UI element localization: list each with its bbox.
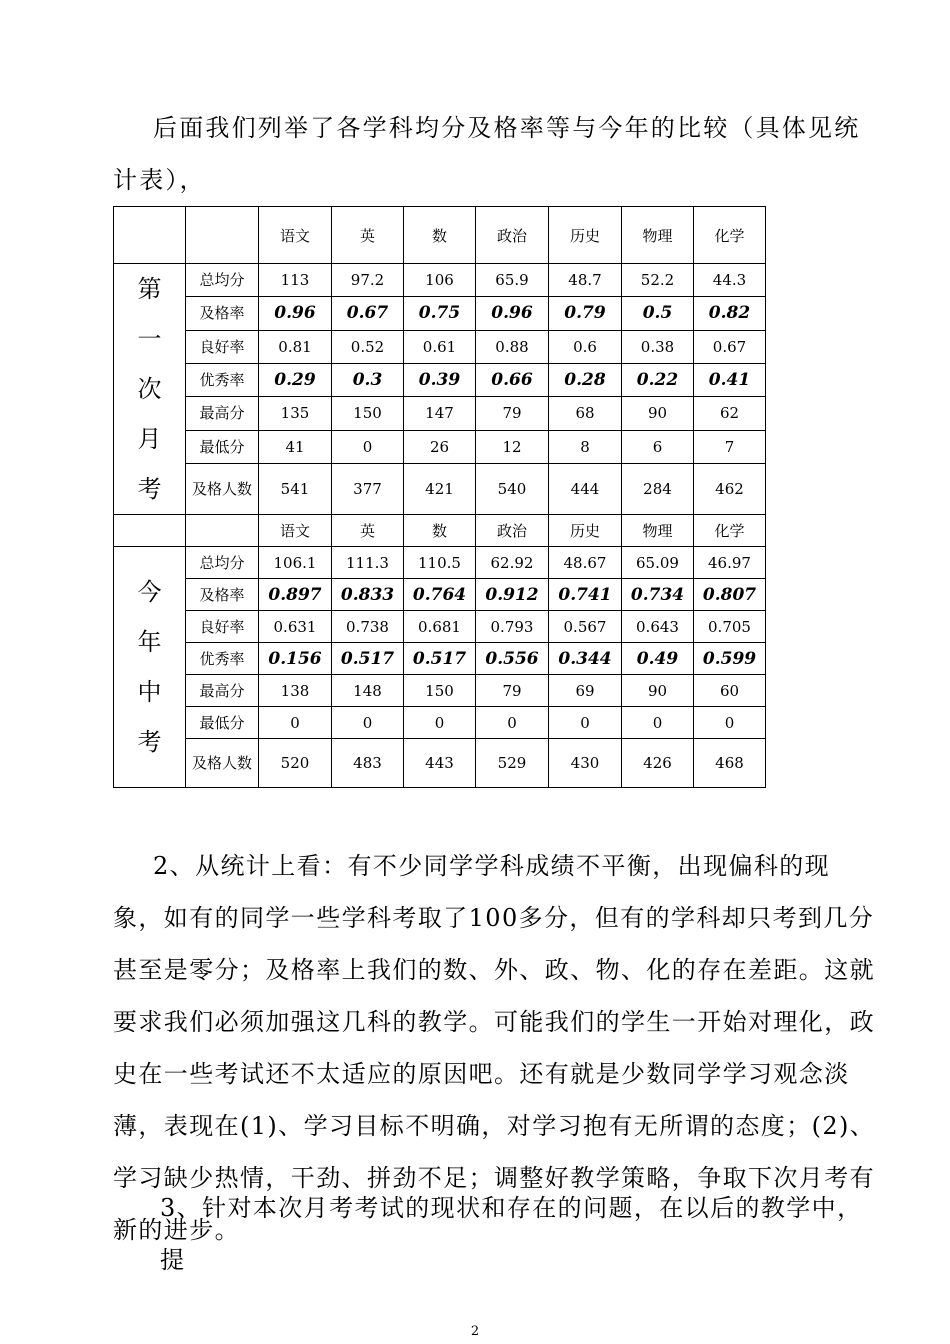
table-cell: 0.156 — [259, 643, 332, 675]
table-row — [114, 363, 766, 396]
table-cell: 468 — [694, 739, 766, 788]
row-label: 及格率 — [186, 297, 259, 330]
table-cell: 147 — [404, 397, 476, 430]
table-cell: 0 — [476, 707, 549, 739]
table-cell: 421 — [404, 463, 476, 514]
table-row — [114, 463, 766, 514]
empty-cell — [114, 207, 186, 264]
subject-header: 历史 — [549, 515, 622, 547]
table-cell: 41 — [259, 430, 332, 463]
subject-header: 语文 — [259, 207, 332, 264]
table-cell: 0.599 — [694, 643, 766, 675]
table-cell: 135 — [259, 397, 332, 430]
table-cell: 0.75 — [404, 297, 476, 330]
table-row — [114, 739, 766, 788]
table-cell: 520 — [259, 739, 332, 788]
table-cell: 430 — [549, 739, 622, 788]
section-label-char: 中 — [137, 678, 162, 706]
section-label-char: 今 — [137, 578, 162, 606]
empty-cell — [186, 207, 259, 264]
subject-header: 政治 — [476, 515, 549, 547]
row-label: 最低分 — [186, 430, 259, 463]
subject-header: 语文 — [259, 515, 332, 547]
table-row — [114, 330, 766, 363]
table-cell: 0.738 — [332, 611, 404, 643]
table-cell: 0.6 — [549, 330, 622, 363]
table-cell: 0.897 — [259, 579, 332, 611]
table-cell: 284 — [622, 463, 694, 514]
table-header-row — [114, 207, 766, 264]
table-cell: 0 — [622, 707, 694, 739]
table-cell: 0.29 — [259, 363, 332, 396]
table-row — [114, 397, 766, 430]
table-cell: 150 — [404, 675, 476, 707]
table-cell: 68 — [549, 397, 622, 430]
table-cell: 148 — [332, 675, 404, 707]
table-cell: 0.741 — [549, 579, 622, 611]
table-cell: 60 — [694, 675, 766, 707]
section-label — [114, 264, 186, 515]
table-cell: 0.39 — [404, 363, 476, 396]
table-cell: 0.517 — [404, 643, 476, 675]
table-cell: 0.567 — [549, 611, 622, 643]
empty-cell — [186, 515, 259, 547]
section-label-char: 次 — [137, 375, 162, 403]
table-cell: 426 — [622, 739, 694, 788]
table-cell: 0.67 — [332, 297, 404, 330]
row-label: 及格人数 — [186, 463, 259, 514]
subject-header: 数 — [404, 515, 476, 547]
subject-header: 历史 — [549, 207, 622, 264]
table-cell: 443 — [404, 739, 476, 788]
row-label: 良好率 — [186, 611, 259, 643]
subject-header: 物理 — [622, 207, 694, 264]
table-row — [114, 675, 766, 707]
table-cell: 529 — [476, 739, 549, 788]
table-cell: 0.705 — [694, 611, 766, 643]
section-label-char: 第 — [137, 275, 162, 303]
table-cell: 0.833 — [332, 579, 404, 611]
table-cell: 110.5 — [404, 547, 476, 579]
section-label-char: 考 — [137, 475, 162, 503]
section-label-char: 年 — [137, 628, 162, 656]
table-cell: 0.643 — [622, 611, 694, 643]
table-cell: 48.7 — [549, 264, 622, 297]
table-cell: 7 — [694, 430, 766, 463]
table-cell: 377 — [332, 463, 404, 514]
table-cell: 0.22 — [622, 363, 694, 396]
table-cell: 0.96 — [259, 297, 332, 330]
subject-header: 化学 — [694, 515, 766, 547]
table-cell: 62 — [694, 397, 766, 430]
table-cell: 44.3 — [694, 264, 766, 297]
table-cell: 0.28 — [549, 363, 622, 396]
table-cell: 541 — [259, 463, 332, 514]
subject-header: 物理 — [622, 515, 694, 547]
table-cell: 0.517 — [332, 643, 404, 675]
table-cell: 0.912 — [476, 579, 549, 611]
table-cell: 113 — [259, 264, 332, 297]
table-cell: 90 — [622, 397, 694, 430]
table-cell: 8 — [549, 430, 622, 463]
table-cell: 0.734 — [622, 579, 694, 611]
table-cell: 0.38 — [622, 330, 694, 363]
row-label: 最高分 — [186, 675, 259, 707]
table-cell: 0.96 — [476, 297, 549, 330]
table-cell: 0.344 — [549, 643, 622, 675]
intro-paragraph: 后面我们列举了各学科均分及格率等与今年的比较（具体见统计表）， — [113, 114, 861, 194]
table-cell: 462 — [694, 463, 766, 514]
table-cell: 48.67 — [549, 547, 622, 579]
paragraph-3: 3、针对本次月考考试的现状和存在的问题，在以后的教学中，提 — [160, 1194, 863, 1274]
table-cell: 0.3 — [332, 363, 404, 396]
table-cell: 0.67 — [694, 330, 766, 363]
table-cell: 0 — [332, 707, 404, 739]
table-cell: 0.793 — [476, 611, 549, 643]
table-cell: 0.52 — [332, 330, 404, 363]
table-row — [114, 297, 766, 330]
table-cell: 0.66 — [476, 363, 549, 396]
table-cell: 0.41 — [694, 363, 766, 396]
table-cell: 0.79 — [549, 297, 622, 330]
empty-cell — [114, 515, 186, 547]
table-cell: 0.61 — [404, 330, 476, 363]
table-cell: 0.88 — [476, 330, 549, 363]
table-cell: 106.1 — [259, 547, 332, 579]
table-row — [114, 430, 766, 463]
table-cell: 111.3 — [332, 547, 404, 579]
table-cell: 52.2 — [622, 264, 694, 297]
table-cell: 483 — [332, 739, 404, 788]
section-label-char: 一 — [137, 325, 162, 353]
section-label-char: 月 — [137, 425, 162, 453]
table-cell: 138 — [259, 675, 332, 707]
table-body — [114, 207, 766, 788]
row-label: 优秀率 — [186, 643, 259, 675]
table-cell: 69 — [549, 675, 622, 707]
table-cell: 97.2 — [332, 264, 404, 297]
table-row — [114, 707, 766, 739]
subject-header: 数 — [404, 207, 476, 264]
table-cell: 79 — [476, 397, 549, 430]
row-label: 及格率 — [186, 579, 259, 611]
subject-header: 政治 — [476, 207, 549, 264]
table-cell: 0.807 — [694, 579, 766, 611]
comparison-table — [113, 206, 766, 788]
row-label: 优秀率 — [186, 363, 259, 396]
table-cell: 0.82 — [694, 297, 766, 330]
paragraph-2: 2、从统计上看：有不少同学学科成绩不平衡，出现偏科的现象，如有的同学一些学科考取了100多分，但有的学科却只考到几分甚至是零分；及格率上我们的数、外、政、物、化的存在差距。这就要求我们必须加强这几科的教学。可能我们的学生一开始对理化，政史在一些考试还不太适应的原因吧。还有就是少数同学学习观念淡薄，表现在(1)、学习目标不明确，对学习抱有无所谓的态度；(2)、学习缺少热情，干劲、拼劲不足；调整好教学策略，争取下次月考有新的进步。 — [113, 852, 876, 1244]
table-cell: 26 — [404, 430, 476, 463]
row-label: 总均分 — [186, 547, 259, 579]
table-cell: 0.631 — [259, 611, 332, 643]
row-label: 良好率 — [186, 330, 259, 363]
row-label: 最低分 — [186, 707, 259, 739]
table-cell: 0 — [332, 430, 404, 463]
page-number: 2 — [470, 1324, 480, 1339]
table-cell: 444 — [549, 463, 622, 514]
table-cell: 12 — [476, 430, 549, 463]
table-cell: 0.681 — [404, 611, 476, 643]
table-row — [114, 611, 766, 643]
table-row — [114, 643, 766, 675]
table-cell: 65.09 — [622, 547, 694, 579]
table-cell: 0.5 — [622, 297, 694, 330]
table-header-row — [114, 515, 766, 547]
table-cell: 0.556 — [476, 643, 549, 675]
table-cell: 65.9 — [476, 264, 549, 297]
table-row — [114, 264, 766, 297]
table-row — [114, 547, 766, 579]
table-cell: 46.97 — [694, 547, 766, 579]
section-label-char: 考 — [137, 728, 162, 756]
subject-header: 英 — [332, 515, 404, 547]
table-cell: 62.92 — [476, 547, 549, 579]
table-cell: 0 — [549, 707, 622, 739]
table-cell: 0.81 — [259, 330, 332, 363]
table-row — [114, 579, 766, 611]
table-cell: 0.49 — [622, 643, 694, 675]
table-cell: 0.764 — [404, 579, 476, 611]
table-cell: 79 — [476, 675, 549, 707]
table-cell: 540 — [476, 463, 549, 514]
row-label: 总均分 — [186, 264, 259, 297]
subject-header: 英 — [332, 207, 404, 264]
table-cell: 106 — [404, 264, 476, 297]
table-cell: 90 — [622, 675, 694, 707]
table-cell: 0 — [404, 707, 476, 739]
table-cell: 150 — [332, 397, 404, 430]
table-cell: 6 — [622, 430, 694, 463]
table-cell: 0 — [694, 707, 766, 739]
subject-header: 化学 — [694, 207, 766, 264]
row-label: 最高分 — [186, 397, 259, 430]
table-cell: 0 — [259, 707, 332, 739]
section-label — [114, 547, 186, 788]
row-label: 及格人数 — [186, 739, 259, 788]
